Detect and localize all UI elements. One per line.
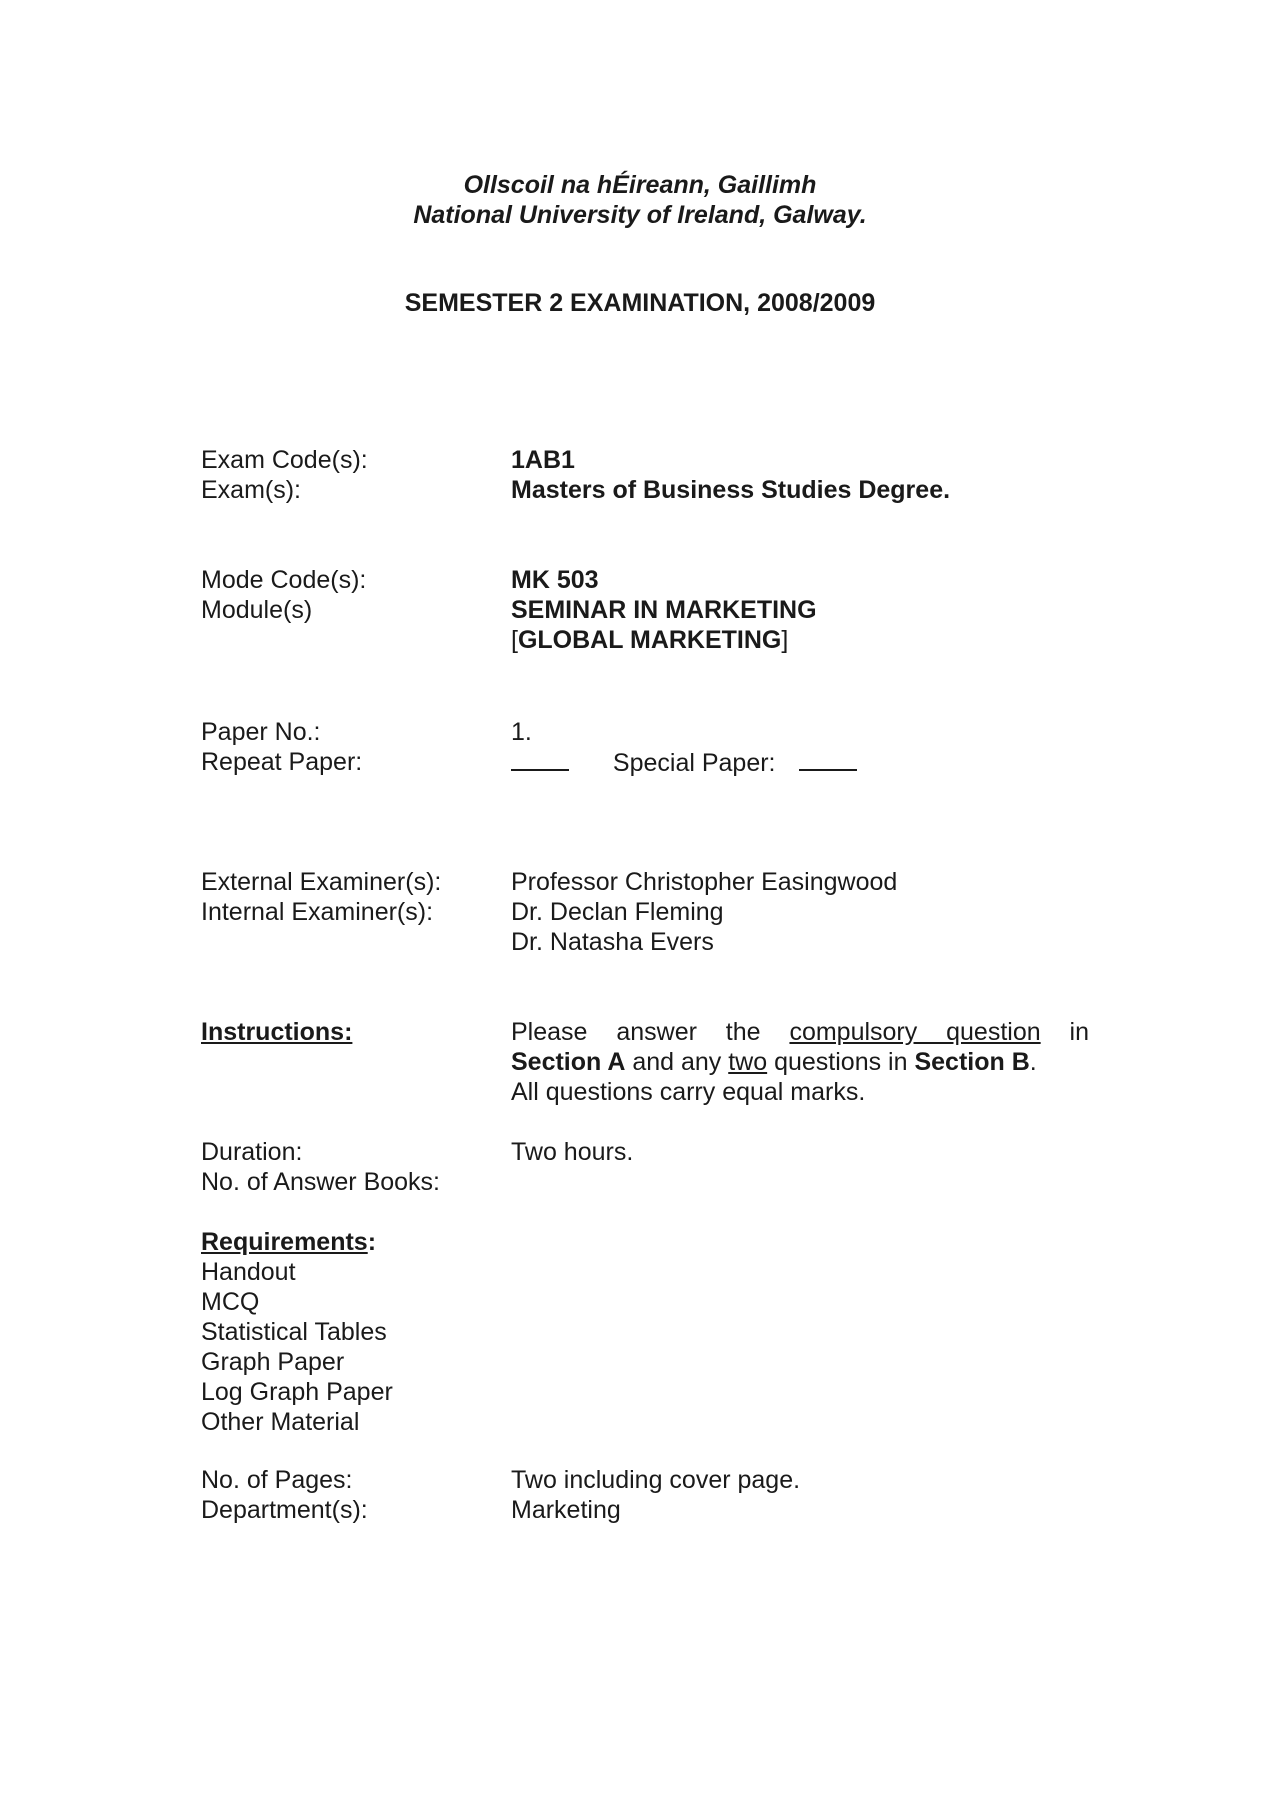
- requirement-item: Other Material: [201, 1408, 360, 1436]
- repeat-paper-label: Repeat Paper:: [201, 748, 363, 776]
- instr-section-a: Section A: [511, 1048, 626, 1076]
- university-name-irish: Ollscoil na hÉireann, Gaillimh: [463, 171, 817, 199]
- internal-examiner-2: Dr. Natasha Evers: [511, 928, 714, 956]
- modules-value-2: [511, 625, 788, 655]
- instr-period: .: [1029, 1048, 1037, 1076]
- requirement-item: Log Graph Paper: [201, 1378, 393, 1406]
- modules-label: Module(s): [201, 596, 313, 624]
- requirement-item: Graph Paper: [201, 1348, 345, 1376]
- bracket-close: ]: [781, 626, 789, 654]
- university-header: [0, 170, 1280, 230]
- university-name-english: National University of Ireland, Galway.: [413, 201, 867, 229]
- modules-value-1: SEMINAR IN MARKETING: [511, 596, 817, 624]
- pages-value: Two including cover page.: [511, 1466, 801, 1494]
- repeat-paper-blank: [511, 747, 569, 771]
- exam-codes-label: Exam Code(s):: [201, 446, 368, 474]
- requirements-list: [201, 1227, 393, 1437]
- departments-label: Department(s):: [201, 1496, 368, 1524]
- instr-compulsory-question: compulsory question: [789, 1018, 1041, 1046]
- instructions-line-1: [511, 1017, 1089, 1047]
- requirement-item: MCQ: [201, 1288, 260, 1316]
- pages-label: No. of Pages:: [201, 1466, 353, 1494]
- instr-two: two: [728, 1048, 768, 1076]
- instr-section-b: Section B: [914, 1048, 1030, 1076]
- instr-and-any: and any: [625, 1048, 729, 1076]
- external-examiners-label: External Examiner(s):: [201, 868, 442, 896]
- semester-title: SEMESTER 2 EXAMINATION, 2008/2009: [404, 289, 876, 317]
- requirements-label-text: Requirements: [201, 1228, 368, 1256]
- instructions-line-2: [511, 1047, 1089, 1077]
- instr-questions-in: questions in: [767, 1048, 915, 1076]
- paper-no-label: Paper No.:: [201, 718, 321, 746]
- special-paper-label: Special Paper:: [612, 749, 776, 777]
- requirements-label: [201, 1228, 376, 1256]
- paper-no-value: 1.: [511, 718, 532, 746]
- bracket-open: [: [511, 626, 518, 654]
- mode-codes-value: MK 503: [511, 566, 599, 594]
- instr-word-in: in: [1069, 1018, 1089, 1046]
- modules-value-2-text: GLOBAL MARKETING: [517, 626, 782, 654]
- departments-value: Marketing: [511, 1496, 621, 1524]
- duration-value: Two hours.: [511, 1138, 634, 1166]
- instr-word-please: Please: [511, 1018, 588, 1046]
- requirement-item: Handout: [201, 1258, 296, 1286]
- exam-codes-value: 1AB1: [511, 446, 575, 474]
- requirements-colon: :: [367, 1228, 377, 1256]
- instructions-label: [201, 1017, 352, 1047]
- instructions-label-text: Instructions:: [201, 1018, 353, 1046]
- requirement-item: Statistical Tables: [201, 1318, 387, 1346]
- instr-word-the: the: [725, 1018, 761, 1046]
- internal-examiners-label: Internal Examiner(s):: [201, 898, 434, 926]
- external-examiner-1: Professor Christopher Easingwood: [511, 868, 898, 896]
- instructions-text: [511, 1017, 1089, 1107]
- instructions-line-3: All questions carry equal marks.: [511, 1078, 866, 1106]
- duration-label: Duration:: [201, 1138, 303, 1166]
- exams-label: Exam(s):: [201, 476, 301, 504]
- repeat-special-value: [511, 747, 857, 778]
- exams-value: Masters of Business Studies Degree.: [511, 476, 951, 504]
- answer-books-label: No. of Answer Books:: [201, 1168, 441, 1196]
- requirements-items: [201, 1257, 393, 1437]
- instr-word-answer: answer: [616, 1018, 697, 1046]
- internal-examiner-1: Dr. Declan Fleming: [511, 898, 724, 926]
- mode-codes-label: Mode Code(s):: [201, 566, 367, 594]
- special-paper-blank: [799, 747, 857, 771]
